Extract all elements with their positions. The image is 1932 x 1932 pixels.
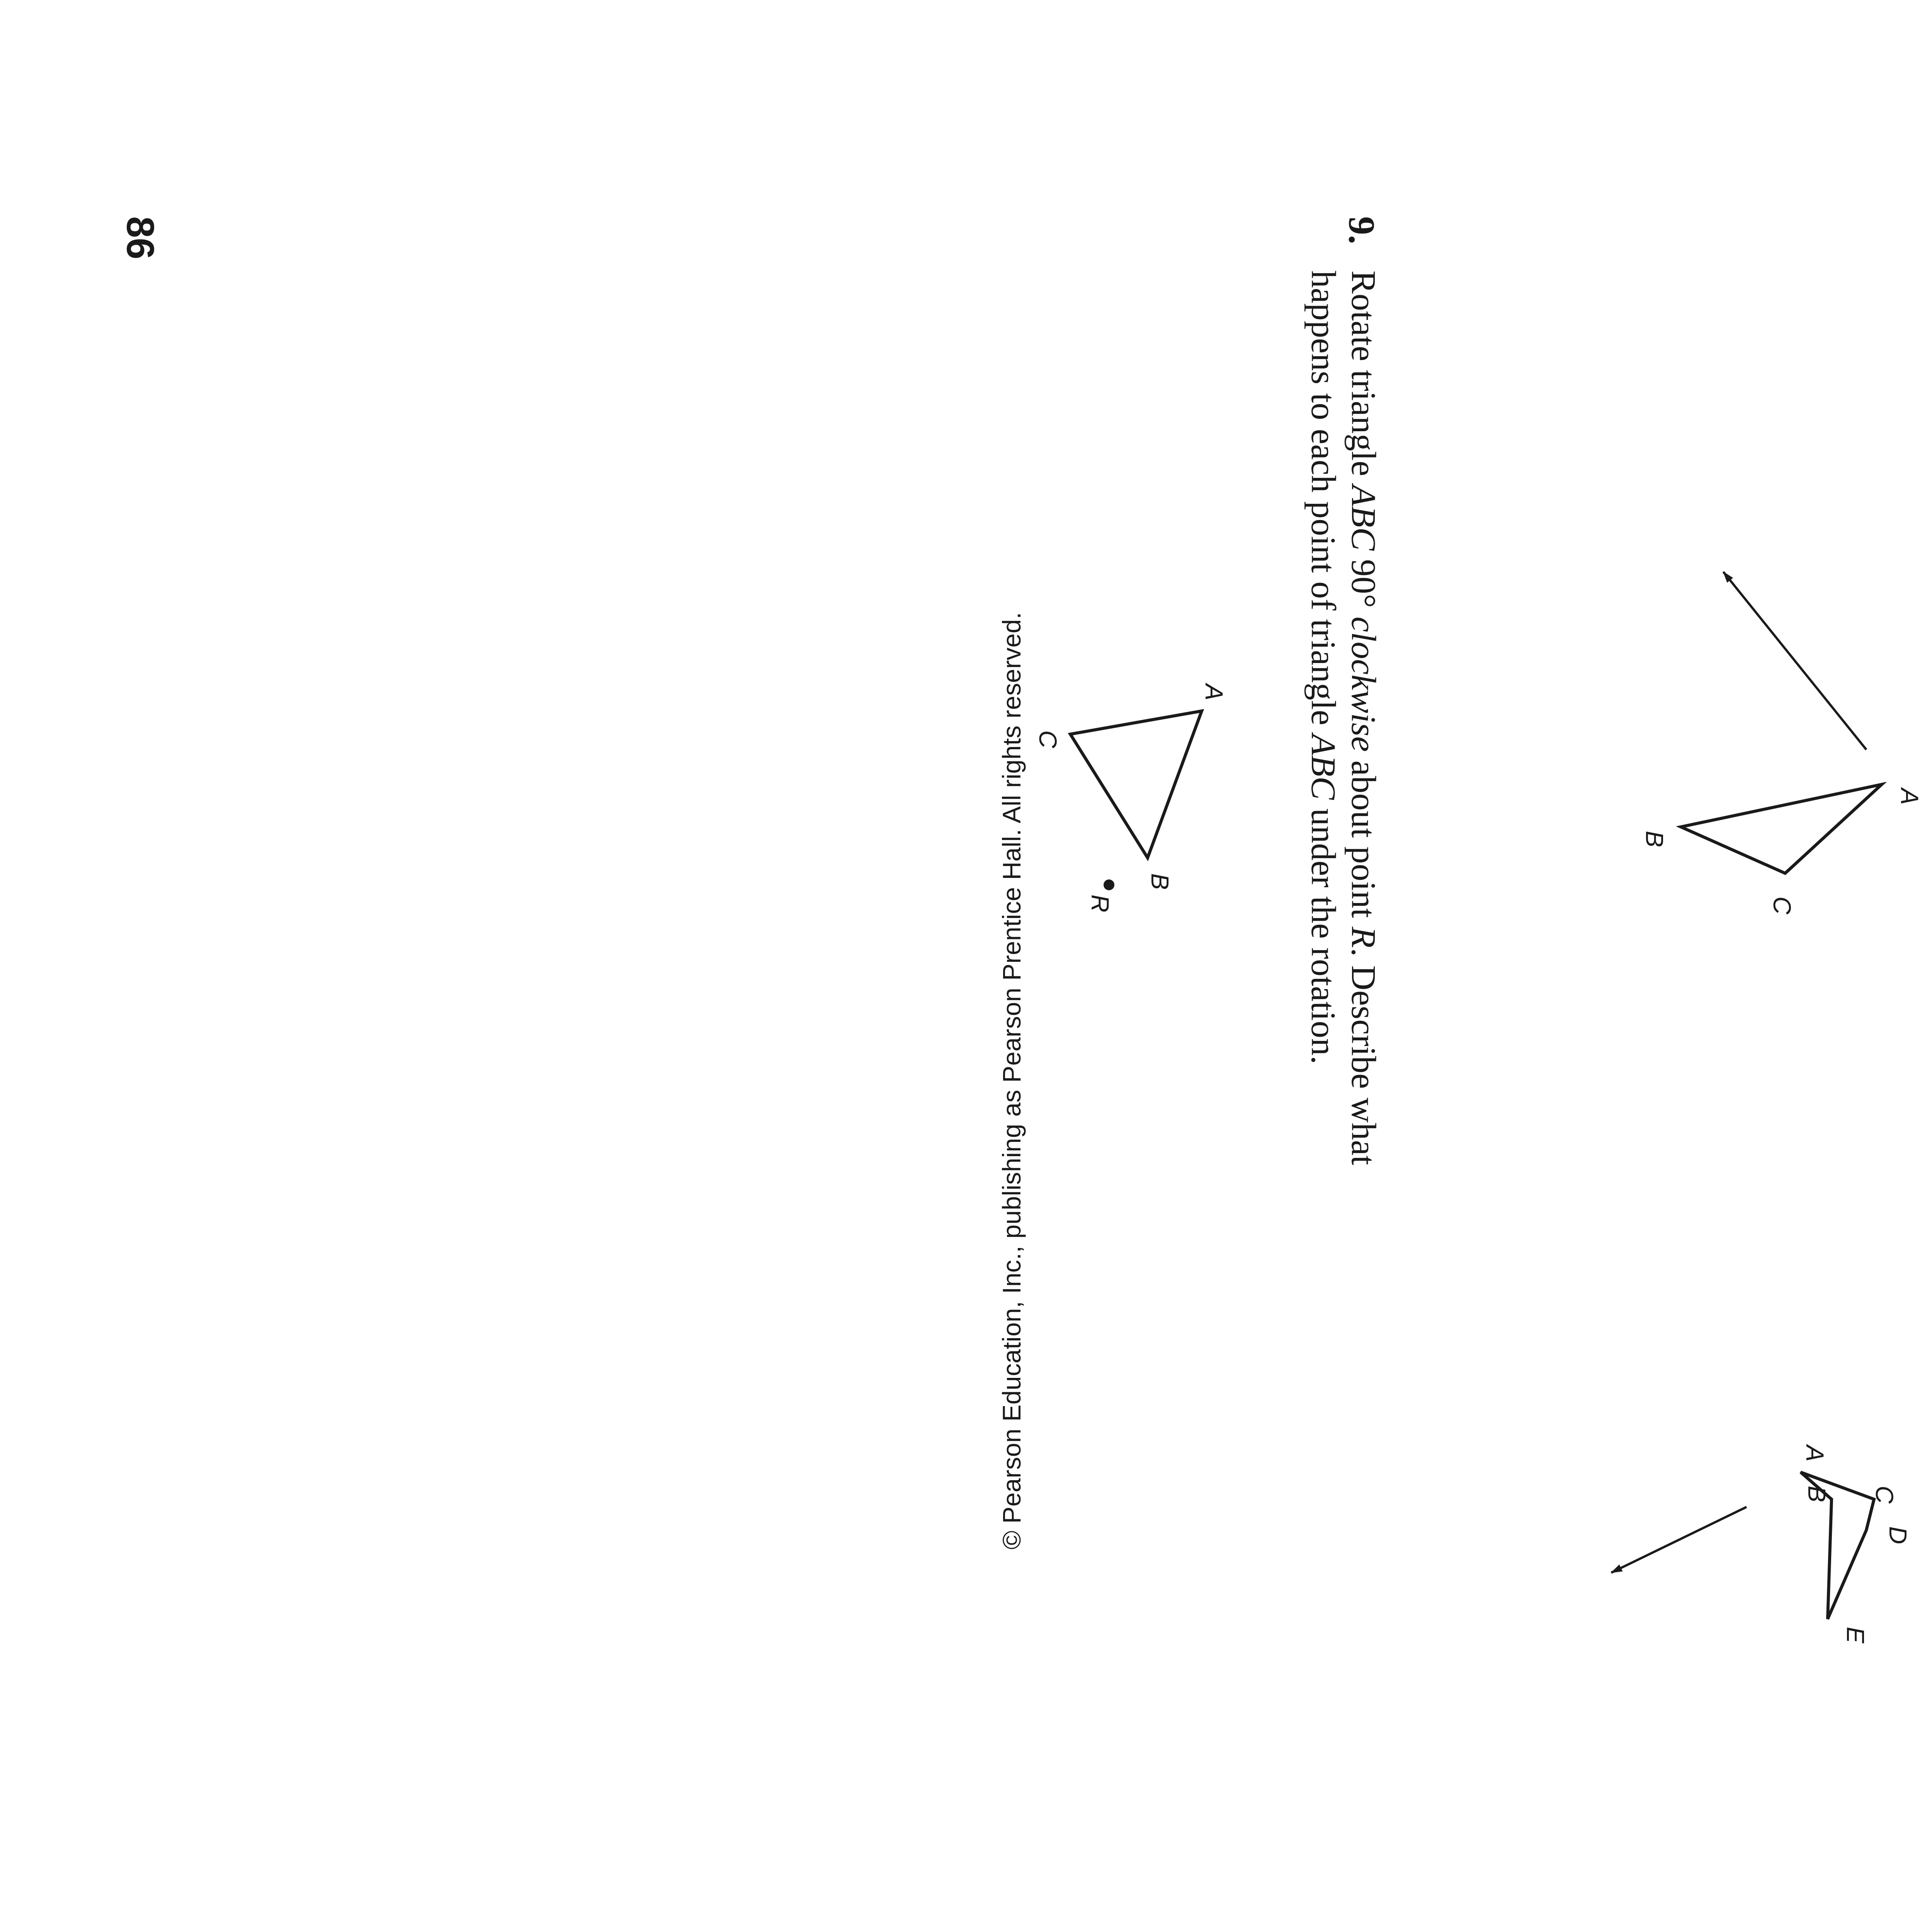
point-label-r: R bbox=[1086, 895, 1114, 913]
exercise-9-text-part: under the rotation. bbox=[1304, 799, 1342, 1065]
exercise-9-clockwise: clockwise bbox=[1344, 616, 1383, 752]
vertex-label-a: A bbox=[1801, 1445, 1829, 1462]
vertex-label-c: C bbox=[1768, 896, 1796, 915]
vertex-label-b: B bbox=[1803, 1486, 1831, 1502]
triangle-abc bbox=[1070, 711, 1202, 858]
copyright-notice: © Pearson Education, Inc., publishing as Pearson Prentice Hall. All rights reserved. bbox=[997, 612, 1026, 1549]
vertex-label-c: C bbox=[1034, 730, 1062, 748]
rotation-center-point bbox=[1104, 879, 1114, 890]
vertex-label-d: D bbox=[1884, 1526, 1912, 1544]
exercise-9-text-part: Rotate triangle bbox=[1344, 270, 1383, 485]
exercise-9-number: 9. bbox=[1341, 216, 1383, 244]
vertex-label-b: B bbox=[1641, 831, 1668, 847]
exercise-7-figure bbox=[1615, 541, 1932, 1005]
exercise-8-figure bbox=[1584, 1352, 1932, 1739]
exercise-9-figure bbox=[1024, 657, 1333, 1005]
translation-arrow bbox=[1723, 572, 1866, 750]
exercise-9-text-part: about point bbox=[1344, 752, 1383, 927]
exercise-9-text-part: . Describe what happens to each point of triangle bbox=[1304, 270, 1383, 1165]
vertex-label-a: A bbox=[1200, 684, 1228, 701]
vertex-label-a: A bbox=[1896, 788, 1923, 805]
page-number: 86 bbox=[119, 216, 162, 260]
exercise-9-r: R bbox=[1344, 927, 1383, 948]
exercise-9-abc: ABC bbox=[1344, 485, 1383, 551]
vertex-label-c: C bbox=[1871, 1486, 1898, 1504]
vertex-label-e: E bbox=[1842, 1627, 1869, 1643]
vertex-label-b: B bbox=[1146, 873, 1174, 890]
exercise-9-text-part: 90° bbox=[1344, 550, 1383, 617]
exercise-9-abc-2: ABC bbox=[1304, 734, 1342, 800]
triangle-abc bbox=[1681, 784, 1882, 873]
translation-arrow bbox=[1611, 1507, 1747, 1573]
